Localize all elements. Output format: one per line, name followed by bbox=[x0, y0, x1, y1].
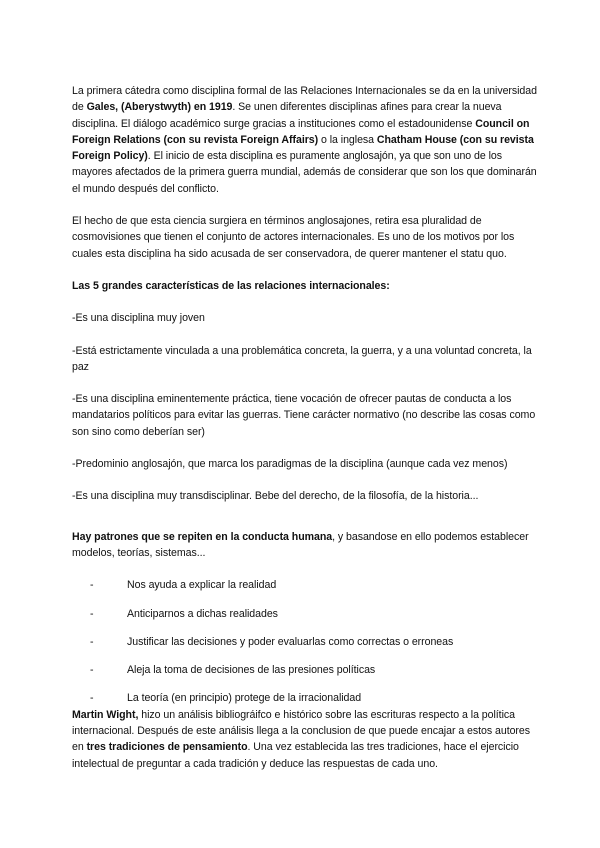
wight-text-1: hizo un análisis bibliográifco e histórico sobre las escrituras respecto a la política internacional. Después de este análisis llega a la conclusion de que puede encajar a estos autores en bbox=[72, 708, 530, 754]
characteristic-item: -Predominio anglosajón, que marca los paradigmas de la disciplina (aunque cada vez menos) bbox=[72, 458, 508, 471]
list-item bbox=[90, 606, 538, 622]
theory-benefits-list bbox=[72, 577, 538, 706]
intro-text-1: La primera cátedra como disciplina formal de las Relaciones Internacionales se da en la universidad de bbox=[72, 85, 537, 114]
spacer bbox=[72, 197, 538, 213]
spacer bbox=[72, 561, 538, 577]
characteristic-item: -Es una disciplina muy transdisciplinar. Bebe del derecho, de la filosofía, de la historia... bbox=[72, 490, 479, 503]
list-item bbox=[90, 662, 538, 678]
patterns-paragraph bbox=[72, 529, 538, 562]
list-dash: - bbox=[90, 635, 94, 648]
list-item-text: Nos ayuda a explicar la realidad bbox=[127, 579, 277, 592]
list-item-text: Aleja la toma de decisiones de las presiones políticas bbox=[127, 664, 376, 677]
list-item-text: Justificar las decisiones y poder evaluarlas como correctas o erroneas bbox=[127, 635, 454, 648]
intro-text-2: . Se unen diferentes disciplinas afines para crear la nueva disciplina. El diálogo académico surge gracias a instituciones como el estadounidense bbox=[72, 101, 502, 130]
list-item bbox=[90, 690, 538, 706]
document-page bbox=[72, 83, 538, 772]
list-dash: - bbox=[90, 607, 94, 620]
intro-bold-gales: Gales, (Aberystwyth) en 1919 bbox=[86, 101, 233, 114]
characteristic-item: -Está estrictamente vinculada a una problemática concreta, la guerra, y a una voluntad concreta, la paz bbox=[72, 344, 532, 373]
wight-bold-name: Martin Wight, bbox=[72, 708, 139, 721]
list-item bbox=[90, 634, 538, 650]
intro-paragraph bbox=[72, 83, 538, 197]
anglosaxon-paragraph: El hecho de que esta ciencia surgiera en términos anglosajones, retira esa pluralidad de cosmovisiones que tienen el conjunto de actores internacionales. Es uno de los motivos por los cuales esta disciplina ha sido acusada de ser conservadora, de querer mantener el statu quo. bbox=[72, 215, 515, 260]
intro-bold-council: Council on Foreign Relations (con su revista Foreign Affairs) bbox=[72, 117, 530, 146]
intro-bold-chatham: Chatham House (con su revista Foreign Policy) bbox=[72, 133, 534, 163]
spacer bbox=[72, 294, 538, 310]
patterns-bold: Hay patrones que se repiten en la conducta humana bbox=[72, 530, 333, 543]
characteristics-heading: Las 5 grandes características de las relaciones internacionales: bbox=[72, 279, 390, 292]
list-item bbox=[90, 577, 538, 593]
characteristic-item: -Es una disciplina muy joven bbox=[72, 312, 205, 325]
characteristic-item: -Es una disciplina eminentemente práctica, tiene vocación de ofrecer pautas de conducta a los mandatarios políticos para evitar las guerras. Tiene carácter normativo (no describe las cosas como son sino como deberían ser) bbox=[72, 393, 536, 438]
intro-text-3: o la inglesa bbox=[318, 133, 377, 146]
patterns-text: , y basandose en ello podemos establecer modelos, teorías, sistemas... bbox=[72, 530, 529, 559]
spacer bbox=[72, 375, 538, 391]
list-dash: - bbox=[90, 579, 94, 592]
intro-text-4: . El inicio de esta disciplina es puramente anglosajón, ya que son uno de los mayores afectados de la primera guerra mundial, además de considerar que son los que dominarán el mundo después del conflicto. bbox=[72, 150, 537, 195]
list-dash: - bbox=[90, 692, 94, 705]
spacer bbox=[72, 327, 538, 343]
wight-bold-traditions: tres tradiciones de pensamiento bbox=[86, 741, 248, 754]
wight-text-2: . Una vez establecida las tres tradiciones, hace el ejercicio intelectual de preguntar a cada tradición y deduce las respuestas de cada uno. bbox=[72, 741, 519, 770]
spacer bbox=[72, 262, 538, 278]
spacer bbox=[72, 440, 538, 456]
list-item-text: Anticiparnos a dichas realidades bbox=[127, 607, 278, 620]
spacer bbox=[72, 472, 538, 488]
list-dash: - bbox=[90, 664, 94, 677]
list-item-text: La teoría (en principio) protege de la irracionalidad bbox=[127, 692, 362, 705]
wight-paragraph bbox=[72, 707, 538, 772]
spacer bbox=[72, 505, 538, 529]
